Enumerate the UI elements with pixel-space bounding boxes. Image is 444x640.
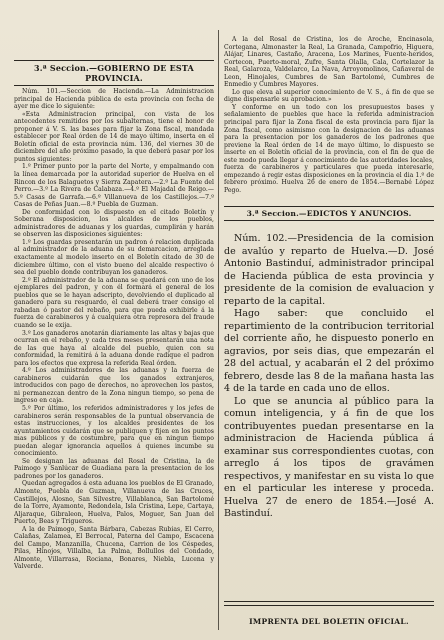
paragraph: «Esta Administracion principal, con vista de los antecedentes remitidos por los subalternas, tiene el honor de proponer á V. S. las bases para fijar la Zona fiscal, mandada establecer por Real órden de 14 de mayo último, inserta en el Boletín oficial de esta provincia núm. 136, del viernes 30 de diciembre del año próximo pasado, la que deberá pasar por los puntos siguientes:: [14, 110, 214, 163]
paragraph: 1.º Los guardas presentarán un padron ó relacion duplicada al administrador de la aduana de su demarcacion, arreglada exactamente al modelo inserto en el Boletín citado de 30 de diciembre último, con el visto bueno del alcalde respectivo ó sea del pueblo donde contribuyan los ganaderos.: [14, 238, 214, 277]
paragraph: 4.º Los administradores de las aduanas y la fuerza de carabineros cuidarán que los ganados extranjeros, introducidos con pago de derechos, no aprovechen los pastos, ni permanezcan dentro de la Zona ningun tiempo, so pena de ingreso en caja.: [14, 367, 214, 405]
section-rule-bottom: [14, 85, 214, 86]
printer-imprint: IMPRENTA DEL BOLETIN OFICIAL.: [249, 617, 409, 626]
announcement-paragraph: Lo que se anuncia al público para la comun inteligencia, y á fin de que los contribuyentes puedan presentarse en la administracion de Hacienda pública á examinar sus correspondientes cuotas, con arreglo á los tipos de gravámen respectivos, y manifestar en su vista lo que en el particular les interese y proceda. Huelva 27 de enero de 1854.—José A. Bastinduí.: [224, 395, 434, 520]
edictos-rule-top: [224, 206, 434, 207]
right-body-text: [224, 36, 434, 194]
left-body-text: [14, 88, 214, 571]
paragraph: A la de Paimogo, Santa Bárbara, Cabezas Rubias, El Cerro, Calañas, Zalamea, El Berrocal, Paterna del Campo, Escacena del Campo, Manzanilla, Chucena, Carrion de los Céspedes, Pilas, Hinojos, Villalba, La Palma, Bollullos del Condado, Almonte, Villarrasa, Rociana, Bonares, Niebla, Lucena y Valverde.: [14, 525, 214, 571]
section-rule-top: [14, 60, 214, 61]
right-column: [224, 0, 434, 640]
left-column: [14, 0, 214, 640]
announcement-paragraph: Núm. 102.—Presidencia de la comision de avalúo y reparto de Huelva.—D. José Antonio Bastinduí, administrador principal de Hacienda pública de esta provincia y presidente de la comision de evaluacion y reparto de la capital.: [224, 233, 434, 307]
announcement-paragraph: Hago saber: que concluido el repartimiento de la contribucion territorial del corriente año, he dispuesto ponerlo en agravios, por seis dias, que empezarán el 28 del actual, y acabarán el 2 del próximo febrero, desde las 8 de la mañana hasta las 4 de la tarde en cada uno de ellos.: [224, 308, 434, 395]
paragraph: 1.º Primer punto por la parte del Norte, y empalmando con la línea demarcada por la autoridad superior de Huelva en el Rincon de los Balaguetos y Sierra Zapatera.—2.º La Fuente del Perro.—3.º La Rivera de Calabaza.—4.º El Majadal de Reigo.—5.º Casas de Garrafa.—6.º Villanueva de los Castillejos.—7.º Casas de Peñas Juan.—8.º Puebla de Guzman.: [14, 163, 214, 209]
paragraph: Y conforme en un todo con los presupuestos bases y señalamiento de puebles que hace la referida administracion principal para fijar la Zona fiscal de esta provincia para fijar la Zona fiscal, como asimismo con la designacion de las aduanas para la presentacion por los ganaderos de los padrones que previene la Real órden de 14 de mayo último, lo dispuesto se inserte en el Boletín oficial de la provincia, con el fin de que de este modo pueda llegar á conocimiento de las autoridades locales, fuerza de carabineros y particulares que pueda interesarle, empezando á regir estas disposiciones en la provincia el dia 1.º de febrero próximo. Huelva 26 de enero de 1854.—Bernabé López Pego.: [224, 103, 434, 194]
paragraph: De conformidad con lo dispuesto en el citado Boletín y Soberana disposicion, los alcaldes de los pueblos, administradores de aduanas y los guardas, cumplirán y harán se observen las disposiciones siguientes:: [14, 208, 214, 239]
paragraph: A la del Rosal de Cristina, los de Aroche, Encinasola, Cortegana, Almonaster la Real, La Granada, Campofrio, Higuera, Alájar, Linares, Castaño, Aracena, Los Marines, Fuente-heridos, Cortecon, Puerto-moral, Zufre, Santa Olalla, Cala, Cortelazor la Real, Galaroza, Valdelarco, La Nava, Arroyomolinos, Cañaveral de Leon, Hinojales, Cumbres de San Bartolomé, Cumbres de Enmedio y Cumbres Mayores.: [224, 36, 434, 89]
paragraph: Se designan las aduanas del Rosal de Cristina, la de Paimogo y Sanlúcar de Guadiana para la presentacion de los padrones por los ganaderos.: [14, 457, 214, 480]
column-divider: [218, 30, 219, 630]
section-heading-gobierno: 3.ª Seccion.—GOBIERNO DE ESTA PROVINCIA.: [34, 63, 194, 83]
footer-rule: [224, 601, 434, 606]
paragraph: Núm. 101.—Seccion de Hacienda.—La Administracion principal de Hacienda pública de esta provincia con fecha de ayer me dice lo siguiente:: [14, 88, 214, 111]
paragraph: Quedan agregados á esta aduana los pueblos de El Granado, Almonte, Puebla de Guzman, Villanueva de las Cruces, Castillejos, Alosno, San Silvestre, Villablanca, San Bartolomé de la Torre, Ayamonte, Redondela, Isla Cristina, Lepe, Cartaya, Aljaraque, Gibraleon, Huelva, Palos, Moguer, San Juan del Puerto, Beas y Trigueros.: [14, 480, 214, 526]
paragraph: 2.º El administrador de la aduana se quedará con uno de los ejemplares del padron, y con él formará el general de los pueblos que se le hayan adscripto, devolviendo el duplicado al ganadero para su resguardo, el cual deberá traer consigo el rabadan ó pastor del rebaño, para que pueda exhibirle á la fuerza de carabineros y á cualquiera otra represora del fraude cuando se le exija.: [14, 276, 214, 329]
paragraph: 5.º Por último, los referidos administradores y los jefes de carabineros serán responsables de la puntual observancia de estas instrucciones, y los alcaldes presidentes de los ayuntamientos cuidarán que se publiquen y fijen en los puntos mas públicos y de costumbre, para que en ningun tiempo puedan alegar ignorancia aquellos á quienes incumbe su conocimiento.: [14, 404, 214, 458]
edictos-rule-bottom: [224, 220, 434, 221]
paragraph: 3.º Los ganaderos anotarán diariamente las altas y bajas que ocurran en el rebaño, y cada tres meses presentarán una nota de las que haya al alcalde del pueblo, quien con su conformidad, la remitirá á la aduana donde radique el padron para los efectos que expresa la referida Real órden.: [14, 329, 214, 367]
announcement-text: [224, 233, 434, 521]
section-heading-edictos: 3.ª Seccion.—EDICTOS Y ANUNCIOS.: [246, 209, 412, 219]
paragraph: Lo que eleva al superior conocimiento de V. S., á fin de que se digne dispensarle su aprobacion.»: [224, 88, 434, 104]
